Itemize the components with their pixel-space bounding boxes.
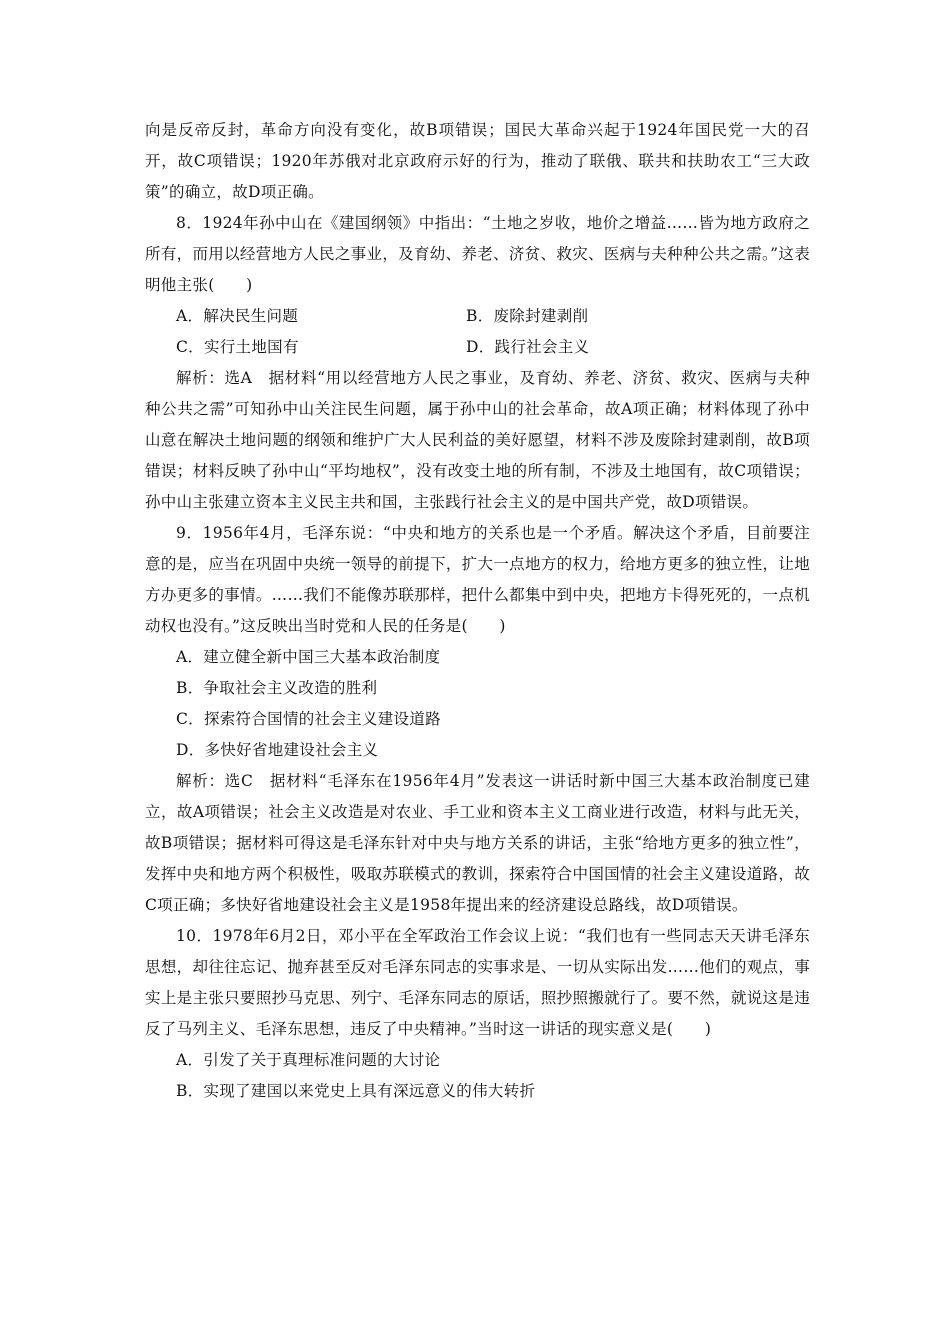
question-8-option-b: B．废除封建剥削 xyxy=(466,307,589,325)
question-10 xyxy=(145,921,810,1107)
question-9-option-b: B．争取社会主义改造的胜利 xyxy=(176,679,378,697)
question-9-option-d: D．多快好省地建设社会主义 xyxy=(176,741,379,759)
question-9-option-c: C．探索符合国情的社会主义建设道路 xyxy=(176,710,441,728)
question-10-option-b: B．实现了建国以来党史上具有深远意义的伟大转折 xyxy=(176,1082,536,1100)
question-8-option-a: A．解决民生问题 xyxy=(176,307,299,325)
question-8-option-d: D．践行社会主义 xyxy=(466,338,590,356)
question-8-options-row-2 xyxy=(145,332,810,363)
question-10-stem: 10．1978年6月2日，邓小平在全军政治工作会议上说：“我们也有一些同志天天讲毛泽东思想，却往往忘记、抛弃甚至反对毛泽东同志的实事求是、一切从实际出发……他们的观点，事实上是主张只要照抄马克思、列宁、毛泽东同志的原话，照抄照搬就行了。要不然，就说这是违反了马列主义、毛泽东思想，违反了中央精神。”当时这一讲话的现实意义是( ) xyxy=(145,927,810,1038)
question-10-option-a: A．引发了关于真理标准问题的大讨论 xyxy=(176,1051,441,1069)
question-8 xyxy=(145,208,810,518)
question-9-analysis: 解析：选C 据材料“毛泽东在1956年4月”发表这一讲话时新中国三大基本政治制度已建立，故A项错误；社会主义改造是对农业、手工业和资本主义工商业进行改造，材料与此无关，故B项错误；据材料可得这是毛泽东针对中央与地方关系的讲话，主张“给地方更多的独立性”，发挥中央和地方两个积极性，吸取苏联模式的教训，探索符合中国国情的社会主义建设道路，故C项正确；多快好省地建设社会主义是1958年提出来的经济建设总路线，故D项错误。 xyxy=(145,772,810,914)
previous-analysis-continuation: 向是反帝反封，革命方向没有变化，故B项错误；国民大革命兴起于1924年国民党一大的召开，故C项错误；1920年苏俄对北京政府示好的行为，推动了联俄、联共和扶助农工“三大政策”的确立，故D项正确。 xyxy=(145,121,810,201)
question-8-option-c: C．实行土地国有 xyxy=(176,338,299,356)
question-8-options-row-1 xyxy=(145,301,810,332)
question-9-option-a: A．建立健全新中国三大基本政治制度 xyxy=(176,648,441,666)
question-9-stem: 9．1956年4月，毛泽东说：“中央和地方的关系也是一个矛盾。解决这个矛盾，目前要注意的是，应当在巩固中央统一领导的前提下，扩大一点地方的权力，给地方更多的独立性，让地方办更多的事情。……我们不能像苏联那样，把什么都集中到中央，把地方卡得死死的，一点机动权也没有。”这反映出当时党和人民的任务是( ) xyxy=(145,524,810,635)
document-page xyxy=(145,115,810,1107)
question-8-analysis: 解析：选A 据材料“用以经营地方人民之事业，及育幼、养老、济贫、救灾、医病与夫种种公共之需”可知孙中山关注民生问题，属于孙中山的社会革命，故A项正确；材料体现了孙中山意在解决土地问题的纲领和维护广大人民利益的美好愿望，材料不涉及废除封建剥削，故B项错误；材料反映了孙中山“平均地权”，没有改变土地的所有制，不涉及土地国有，故C项错误；孙中山主张建立资本主义民主共和国，主张践行社会主义的是中国共产党，故D项错误。 xyxy=(145,369,810,511)
question-9 xyxy=(145,518,810,921)
question-8-stem: 8．1924年孙中山在《建国纲领》中指出：“土地之岁收，地价之增益……皆为地方政府之所有，而用以经营地方人民之事业，及育幼、养老、济贫、救灾、医病与夫种种公共之需。”这表明他主张( ) xyxy=(145,214,810,294)
